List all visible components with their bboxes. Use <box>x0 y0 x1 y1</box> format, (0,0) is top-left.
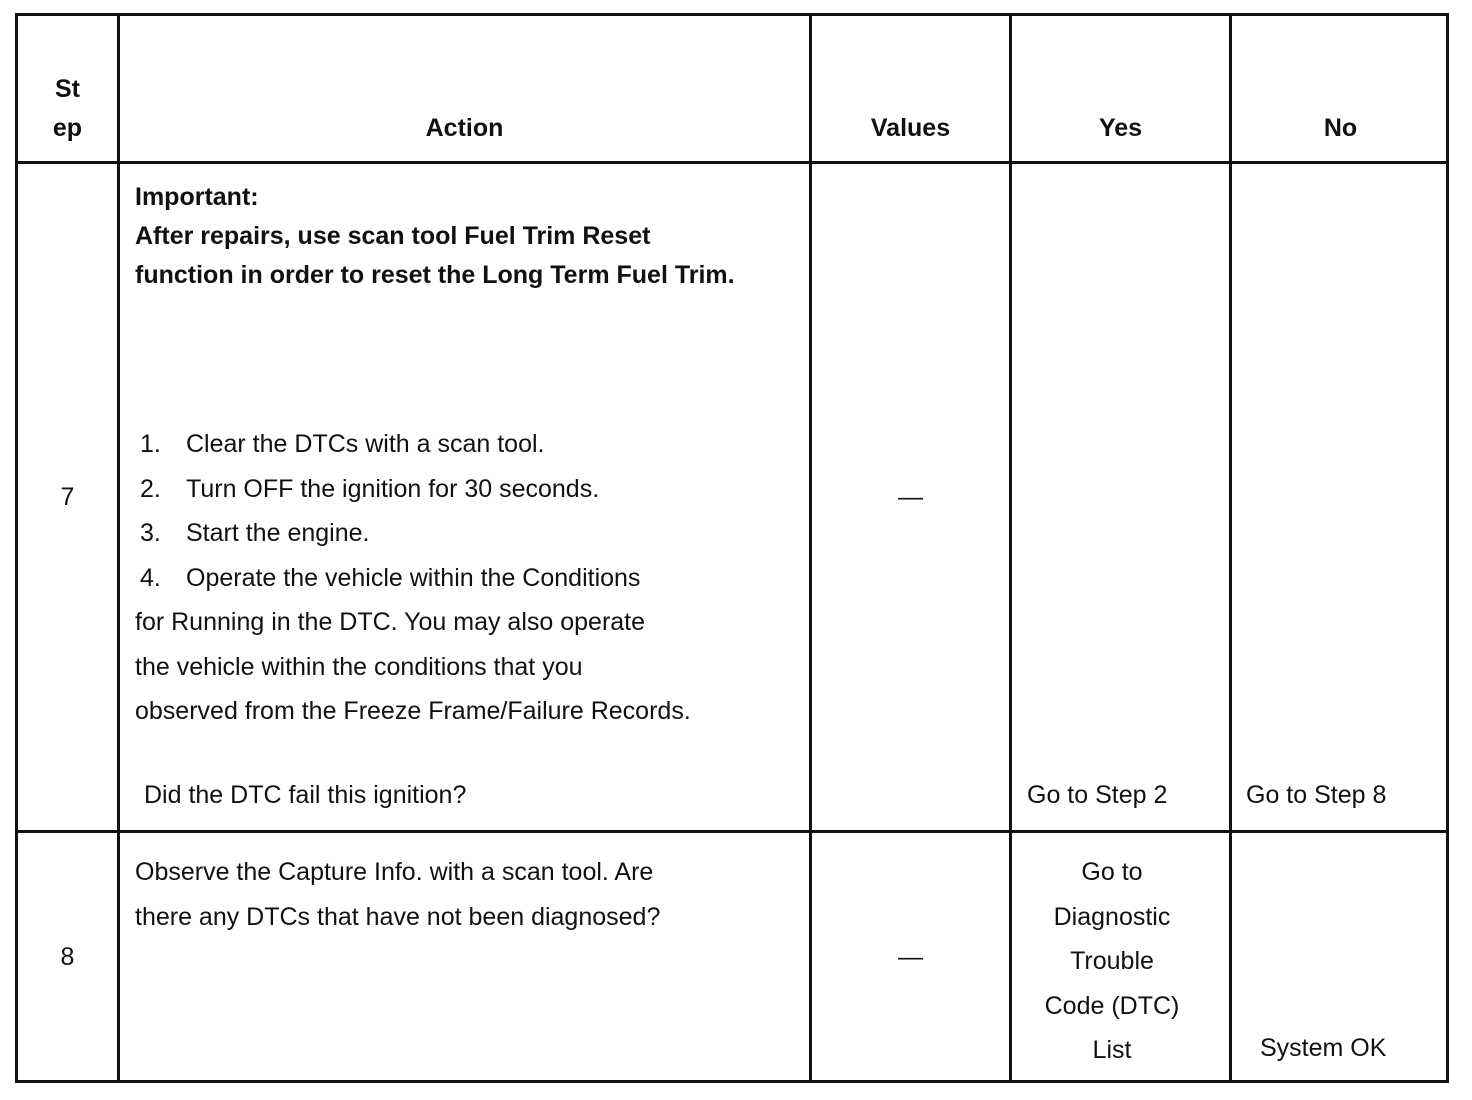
header-divider <box>18 161 1446 164</box>
action-text <box>135 850 660 939</box>
list-item-text: Turn OFF the ignition for 30 seconds. <box>186 474 600 503</box>
no-cell: Go to Step 8 <box>1246 781 1387 809</box>
important-title: Important: <box>135 183 259 211</box>
list-item-number: 3. <box>140 519 161 547</box>
list-item-number: 1. <box>140 430 161 458</box>
important-text: After repairs, use scan tool Fuel Trim Reset function in order to reset the Long Term Fuel Trim. <box>135 222 735 289</box>
list-item-text: Start the engine. <box>186 519 370 547</box>
header-step: St ep <box>52 75 83 142</box>
no-cell: System OK <box>1260 1034 1387 1062</box>
list-item-number: 2. <box>140 474 161 503</box>
list-item <box>136 511 640 556</box>
action-line: Observe the Capture Info. with a scan tool. Are <box>135 858 654 886</box>
header-yes: Yes <box>1098 114 1143 142</box>
list-item <box>136 422 640 467</box>
list-item <box>136 467 640 512</box>
column-divider <box>1229 16 1232 1080</box>
header-action: Action <box>425 114 504 142</box>
diagnostic-table <box>15 13 1449 1083</box>
continuation-line: for Running in the DTC. You may also operate <box>135 608 646 636</box>
list-item-number: 4. <box>140 563 161 592</box>
yes-cell <box>1012 850 1212 1073</box>
yes-cell: Go to Step 2 <box>1027 781 1168 809</box>
values-cell: — <box>898 483 923 511</box>
yes-line: List <box>1092 1036 1132 1064</box>
column-divider <box>809 16 812 1080</box>
yes-line: Code (DTC) <box>1044 991 1180 1020</box>
column-divider <box>117 16 120 1080</box>
yes-line: Go to <box>1081 858 1143 886</box>
list-item-text: Clear the DTCs with a scan tool. <box>186 430 545 458</box>
row-divider <box>18 830 1446 833</box>
action-line: there any DTCs that have not been diagnosed? <box>135 902 661 931</box>
procedure-question: Did the DTC fail this ignition? <box>144 781 467 809</box>
values-cell: — <box>898 943 923 971</box>
yes-line: Diagnostic <box>1053 902 1171 931</box>
continuation-line: the vehicle within the conditions that you <box>135 652 583 681</box>
header-values: Values <box>870 114 951 142</box>
list-item <box>136 556 640 601</box>
step-number: 7 <box>60 483 75 511</box>
yes-line: Trouble <box>1070 947 1154 975</box>
continuation-line: observed from the Freeze Frame/Failure Records. <box>135 697 691 725</box>
header-no: No <box>1323 114 1358 142</box>
procedure-list <box>136 422 640 600</box>
step-number: 8 <box>60 943 75 971</box>
list-item-text: Operate the vehicle within the Conditions <box>186 563 641 592</box>
procedure-continuation <box>135 600 691 734</box>
